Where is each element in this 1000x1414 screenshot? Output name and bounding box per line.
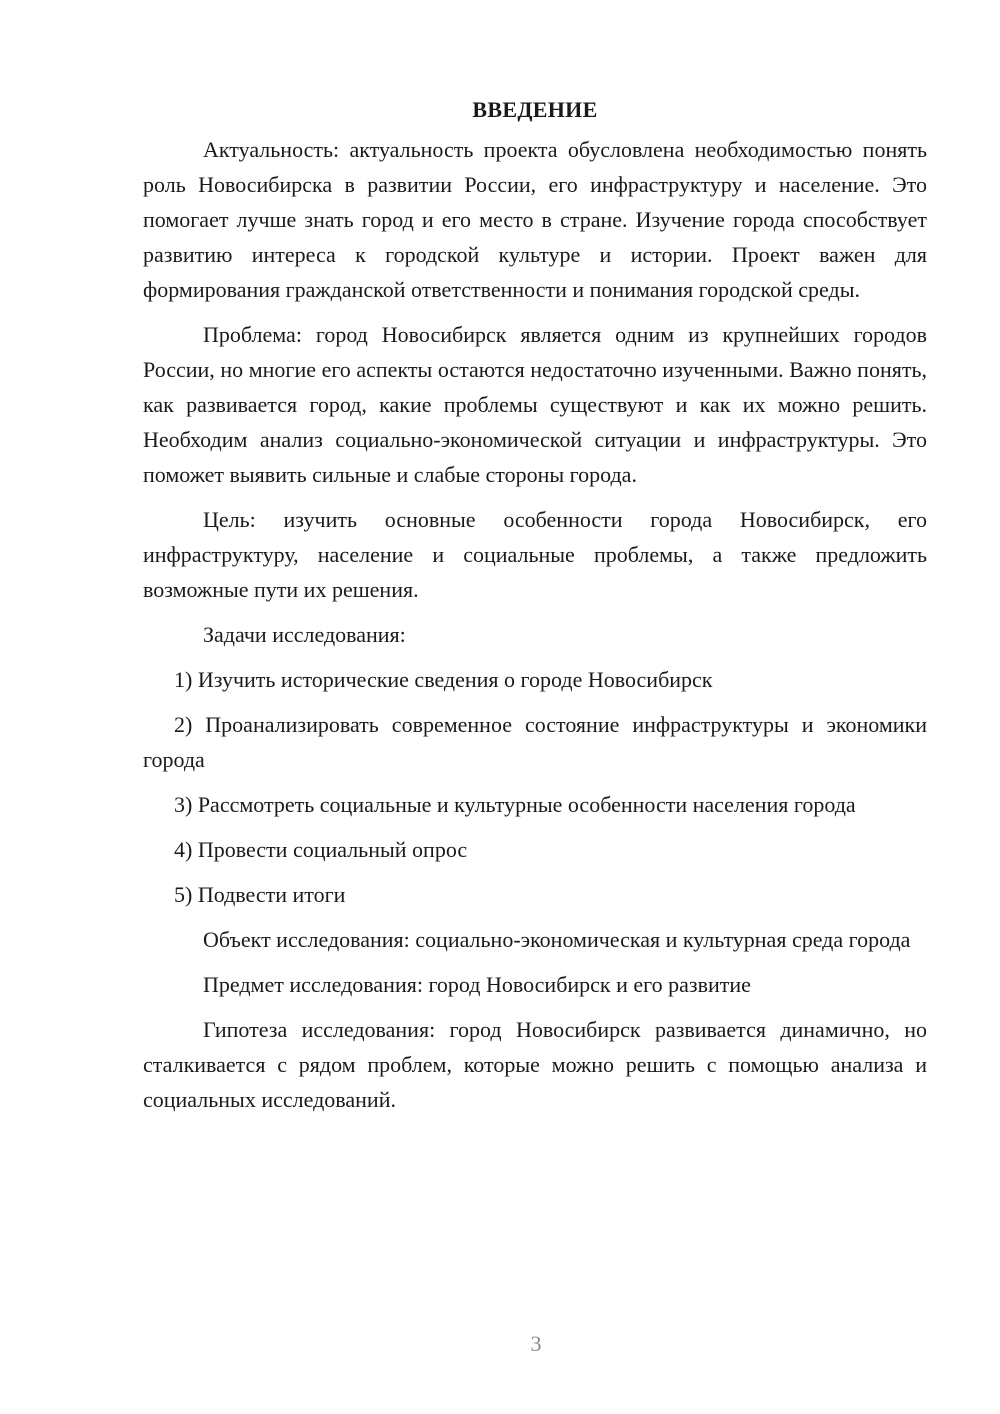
paragraph-goal: Цель: изучить основные особенности города Новосибирск, его инфраструктуру, население и социальные проблемы, а также предложить возможные пути их решения. [143, 507, 927, 602]
page-title: ВВЕДЕНИЕ [472, 97, 598, 122]
task-item-1: 1) Изучить исторические сведения о городе Новосибирск [174, 667, 713, 692]
paragraph-hypothesis: Гипотеза исследования: город Новосибирск развивается динамично, но сталкивается с рядом проблем, которые можно решить с помощью анализа и социальных исследований. [143, 1017, 927, 1112]
paragraph-object: Объект исследования: социально-экономическая и культурная среда города [203, 927, 911, 952]
task-item-3: 3) Рассмотреть социальные и культурные особенности населения города [174, 792, 856, 817]
task-item-5: 5) Подвести итоги [174, 882, 346, 907]
paragraph-tasks-heading: Задачи исследования: [203, 622, 406, 647]
paragraph-problem: Проблема: город Новосибирск является одним из крупнейших городов России, но многие его аспекты остаются недостаточно изученными. Важно понять, как развивается город, какие проблемы существуют и как их можно решить. Необходим анализ социально-экономической ситуации и инфраструктуры. Это поможет выявить сильные и слабые стороны города. [143, 322, 927, 487]
task-item-2: 2) Проанализировать современное состояние инфраструктуры и экономики города [143, 712, 927, 772]
document-page [143, 92, 927, 1127]
task-item-4: 4) Провести социальный опрос [174, 837, 468, 862]
paragraph-relevance: Актуальность: актуальность проекта обусловлена необходимостью понять роль Новосибирска в развитии России, его инфраструктуру и население. Это помогает лучше знать город и его место в стране. Изучение города способствует развитию интереса к городской культуре и истории. Проект важен для формирования гражданской ответственности и понимания городской среды. [143, 137, 927, 302]
paragraph-subject: Предмет исследования: город Новосибирск и его развитие [203, 972, 751, 997]
page-number: 3 [530, 1331, 542, 1356]
